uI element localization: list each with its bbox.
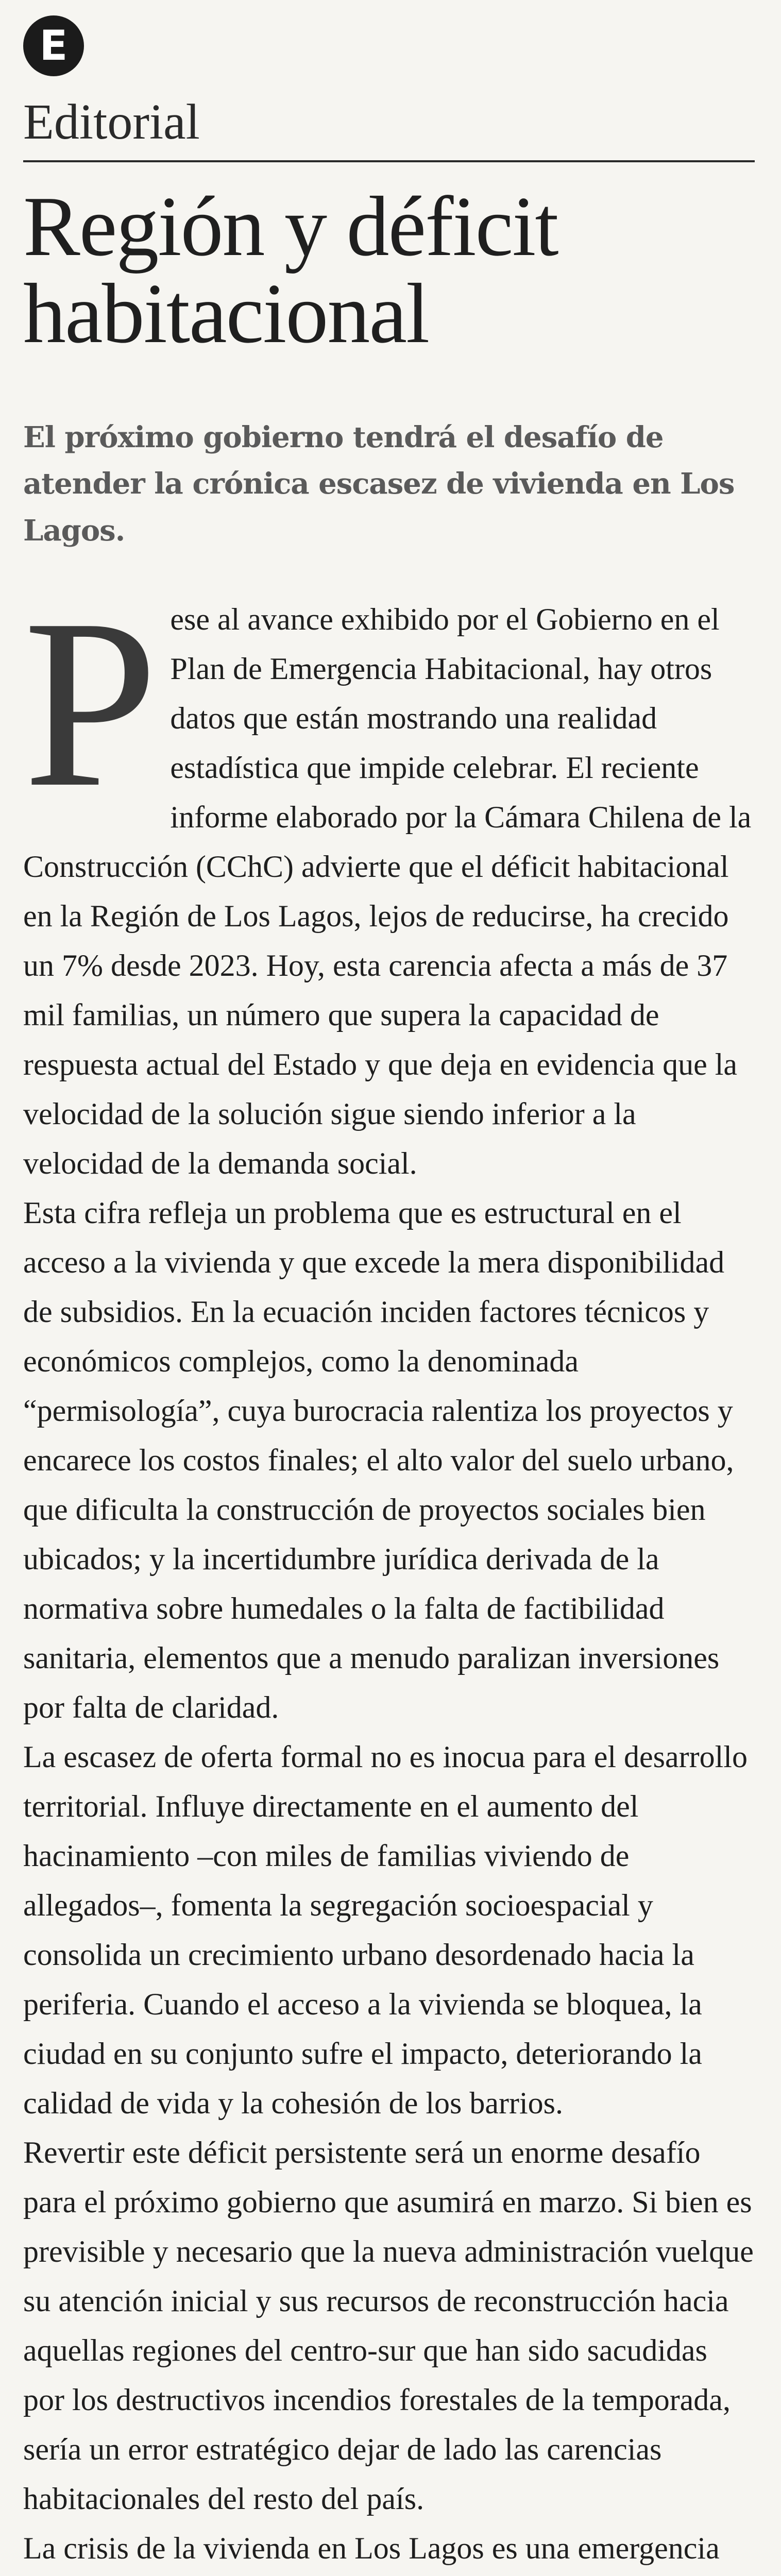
paragraph-3: La escasez de oferta formal no es inocua para el desarrollo territorial. Influye directamente en el aumento del hacinamiento –con miles de familias viviendo de allegados–, fomenta la segregación socioespacial y consolida un crecimiento urbano desordenado hacia la periferia. Cuando el acceso a la vivienda se bloquea, la ciudad en su conjunto sufre el impacto, deteriorando la calidad de vida y la cohesión de los barrios. <box>23 1739 748 2120</box>
paragraph-1 <box>23 568 755 1188</box>
section-divider <box>23 160 755 162</box>
headline: Región y déficit habitacional <box>23 178 558 361</box>
editorial-article <box>23 15 755 2576</box>
editorial-logo-icon <box>23 15 84 76</box>
drop-cap: P <box>23 568 158 837</box>
paragraph-5: La crisis de la vivienda en Los Lagos es una emergencia <box>23 2531 720 2565</box>
logo-letter: E <box>39 22 68 70</box>
paragraph-1-text: ese al avance exhibido por el Gobierno en el Plan de Emergencia Habitacional, hay otros datos que están mostrando una realidad estadística que impide celebrar. El reciente informe elaborado por la Cámara Chilena de la Construcción (CChC) advierte que el déficit habitacional en la Región de Los Lagos, lejos de reducirse, ha crecido un 7% desde 2023. Hoy, esta carencia afecta a más de 37 mil familias, un número que supera la capacidad de respuesta actual del Estado y que deja en evidencia que la velocidad de la solución sigue siendo inferior a la velocidad de la demanda social. <box>23 602 752 1180</box>
dek-summary: El próximo gobierno tendrá el desafío de atender la crónica escasez de vivienda en Los Lagos. <box>23 420 735 548</box>
section-label: Editorial <box>23 94 200 150</box>
article-body <box>23 568 755 2576</box>
paragraph-4: Revertir este déficit persistente será un enorme desafío para el próximo gobierno que asumirá en marzo. Si bien es previsible y necesario que la nueva administración vuelque su atención inicial y sus recursos de reconstrucción hacia aquellas regiones del centro-sur que han sido sacudidas por los destructivos incendios forestales de la temporada, sería un error estratégico dejar de lado las carencias habitacionales del resto del país. <box>23 2135 754 2516</box>
paragraph-2: Esta cifra refleja un problema que es estructural en el acceso a la vivienda y que excede la mera disponibilidad de subsidios. En la ecuación inciden factores técnicos y económicos complejos, como la denominada “permisología”, cuya burocracia ralentiza los proyectos y encarece los costos finales; el alto valor del suelo urbano, que dificulta la construcción de proyectos sociales bien ubicados; y la incertidumbre jurídica derivada de la normativa sobre humedales o la falta de factibilidad sanitaria, elementos que a menudo paralizan inversiones por falta de claridad. <box>23 1195 734 1724</box>
